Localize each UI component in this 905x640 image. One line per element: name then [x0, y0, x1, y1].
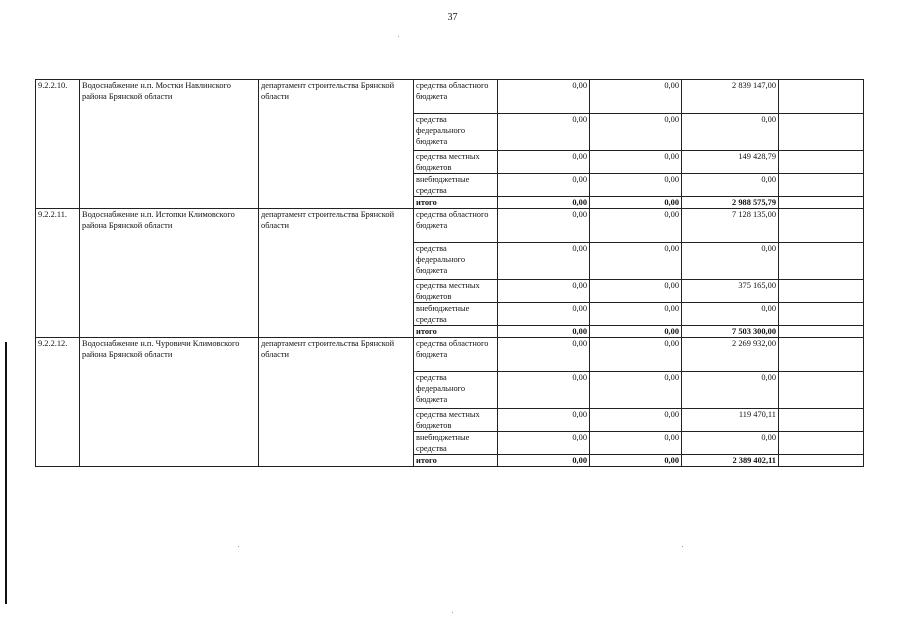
amount-cell: 0,00 — [498, 280, 590, 303]
amount-cell: 0,00 — [498, 338, 590, 372]
amount-cell: 0,00 — [590, 151, 682, 174]
scan-speck — [682, 546, 683, 547]
amount-cell: 2 269 932,00 — [682, 338, 779, 372]
amount-cell: 0,00 — [498, 326, 590, 338]
funding-source-cell: средства федерального бюджета — [414, 243, 498, 280]
budget-table — [35, 79, 864, 467]
empty-cell — [779, 409, 864, 432]
empty-cell — [779, 151, 864, 174]
amount-cell: 0,00 — [590, 197, 682, 209]
amount-cell: 119 470,11 — [682, 409, 779, 432]
item-name-cell: Водоснабжение н.п. Мостки Навлинского района Брянской области — [80, 80, 259, 209]
amount-cell: 0,00 — [590, 174, 682, 197]
page-number: 37 — [447, 12, 458, 23]
table-body — [36, 80, 864, 467]
empty-cell — [779, 243, 864, 280]
funding-source-cell: средства местных бюджетов — [414, 151, 498, 174]
scan-speck — [452, 612, 453, 613]
item-code-cell: 9.2.2.12. — [36, 338, 80, 467]
amount-cell: 0,00 — [498, 80, 590, 114]
amount-cell: 0,00 — [498, 303, 590, 326]
funding-source-cell: внебюджетные средства — [414, 174, 498, 197]
amount-cell: 0,00 — [498, 243, 590, 280]
amount-cell: 0,00 — [590, 303, 682, 326]
table-row — [36, 80, 864, 114]
empty-cell — [779, 432, 864, 455]
funding-source-cell: итого — [414, 326, 498, 338]
funding-source-cell: средства федерального бюджета — [414, 372, 498, 409]
scan-speck — [238, 546, 239, 547]
amount-cell: 0,00 — [498, 209, 590, 243]
amount-cell: 0,00 — [498, 197, 590, 209]
empty-cell — [779, 80, 864, 114]
amount-cell: 0,00 — [682, 303, 779, 326]
amount-cell: 7 128 135,00 — [682, 209, 779, 243]
scan-margin-line — [5, 342, 7, 604]
funding-source-cell: итого — [414, 197, 498, 209]
item-code-cell: 9.2.2.11. — [36, 209, 80, 338]
empty-cell — [779, 174, 864, 197]
scan-speck — [398, 36, 399, 37]
item-name-cell: Водоснабжение н.п. Чуровичи Климовского района Брянской области — [80, 338, 259, 467]
amount-cell: 0,00 — [682, 372, 779, 409]
item-name-cell: Водоснабжение н.п. Истопки Климовского района Брянской области — [80, 209, 259, 338]
amount-cell: 0,00 — [498, 372, 590, 409]
amount-cell: 0,00 — [498, 151, 590, 174]
empty-cell — [779, 372, 864, 409]
empty-cell — [779, 326, 864, 338]
empty-cell — [779, 114, 864, 151]
funding-source-cell: внебюджетные средства — [414, 432, 498, 455]
amount-cell: 0,00 — [682, 243, 779, 280]
empty-cell — [779, 209, 864, 243]
funding-source-cell: средства местных бюджетов — [414, 409, 498, 432]
amount-cell: 0,00 — [590, 432, 682, 455]
table-row — [36, 338, 864, 372]
amount-cell: 2 389 402,11 — [682, 455, 779, 467]
funding-source-cell: внебюджетные средства — [414, 303, 498, 326]
funding-source-cell: средства областного бюджета — [414, 338, 498, 372]
amount-cell: 0,00 — [590, 372, 682, 409]
executor-cell: департамент строительства Брянской области — [259, 209, 414, 338]
amount-cell: 0,00 — [498, 432, 590, 455]
item-code-cell: 9.2.2.10. — [36, 80, 80, 209]
amount-cell: 0,00 — [590, 338, 682, 372]
empty-cell — [779, 303, 864, 326]
empty-cell — [779, 338, 864, 372]
table-row — [36, 209, 864, 243]
amount-cell: 0,00 — [590, 409, 682, 432]
amount-cell: 0,00 — [682, 432, 779, 455]
executor-cell: департамент строительства Брянской области — [259, 80, 414, 209]
amount-cell: 375 165,00 — [682, 280, 779, 303]
funding-source-cell: средства федерального бюджета — [414, 114, 498, 151]
empty-cell — [779, 197, 864, 209]
amount-cell: 0,00 — [498, 409, 590, 432]
funding-source-cell: средства областного бюджета — [414, 209, 498, 243]
empty-cell — [779, 455, 864, 467]
amount-cell: 0,00 — [498, 114, 590, 151]
empty-cell — [779, 280, 864, 303]
amount-cell: 0,00 — [590, 243, 682, 280]
amount-cell: 0,00 — [590, 80, 682, 114]
amount-cell: 0,00 — [590, 326, 682, 338]
funding-source-cell: итого — [414, 455, 498, 467]
executor-cell: департамент строительства Брянской области — [259, 338, 414, 467]
amount-cell: 2 839 147,00 — [682, 80, 779, 114]
amount-cell: 0,00 — [590, 114, 682, 151]
amount-cell: 0,00 — [498, 455, 590, 467]
funding-source-cell: средства местных бюджетов — [414, 280, 498, 303]
amount-cell: 2 988 575,79 — [682, 197, 779, 209]
amount-cell: 0,00 — [590, 209, 682, 243]
amount-cell: 0,00 — [682, 174, 779, 197]
funding-source-cell: средства областного бюджета — [414, 80, 498, 114]
amount-cell: 7 503 300,00 — [682, 326, 779, 338]
amount-cell: 0,00 — [590, 455, 682, 467]
amount-cell: 0,00 — [590, 280, 682, 303]
amount-cell: 0,00 — [682, 114, 779, 151]
amount-cell: 149 428,79 — [682, 151, 779, 174]
amount-cell: 0,00 — [498, 174, 590, 197]
